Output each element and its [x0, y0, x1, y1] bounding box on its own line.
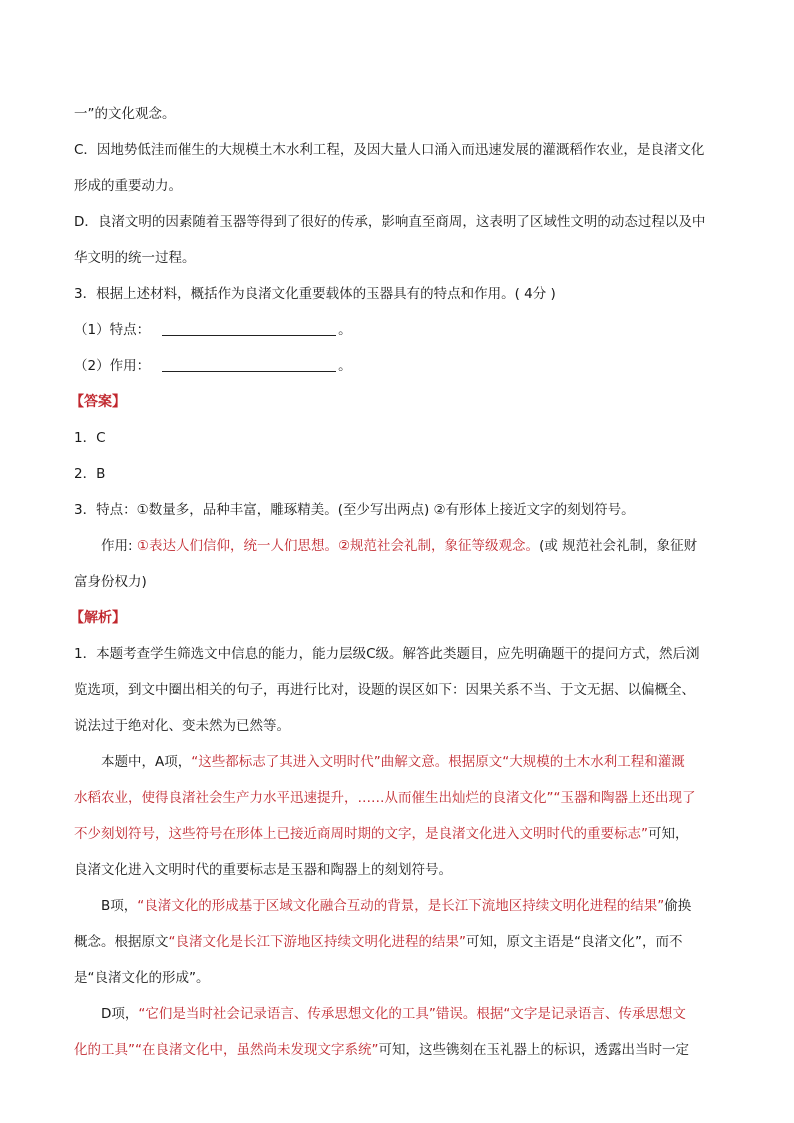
answer-blank-2[interactable]: [162, 357, 336, 372]
question-3-item-1: [74, 312, 734, 348]
analysis-d-line-2: [74, 1032, 734, 1068]
b-label: B项，: [101, 898, 138, 914]
end-mark-2: 。: [338, 358, 352, 374]
answer-heading: 【答案】: [70, 394, 126, 410]
analysis-a-line-2: 水稻农业，使得良渚社会生产力水平迅速提升，……从而催生出灿烂的良渚文化”“玉器和陶器上还出现了: [74, 790, 696, 806]
option-c-line-1: C．因地势低洼而催生的大规模土木水利工程，及因大量人口涌入而迅速发展的灌溉稻作农业，是良渚文化: [74, 142, 705, 158]
answer-blank-1[interactable]: [162, 321, 336, 336]
b-black-text-2: 概念。根据原文: [74, 934, 169, 950]
a-black-text: 可知，: [648, 826, 689, 842]
d-red-text-2: 化的工具”“在良渚文化中，虽然尚未发现文字系统”: [74, 1042, 379, 1058]
question-3-stem: 3．根据上述材料，概括作为良渚文化重要载体的玉器具有的特点和作用。( 4分 ): [74, 286, 556, 302]
answer-3-line-2: [74, 528, 734, 564]
option-d-line-1: D．良渚文明的因素随着玉器等得到了很好的传承，影响直至商周，这表明了区域性文明的动态过程以及中: [74, 214, 706, 230]
d-red-text: “它们是当时社会记录语言、传承思想文化的工具”错误。根据“文字是记录语言、传承思想文: [138, 1006, 686, 1022]
analysis-p1-line-3: 说法过于绝对化、变未然为已然等。: [74, 718, 290, 734]
b-black-text: 偷换: [664, 898, 692, 914]
analysis-d-line-1: [74, 996, 734, 1032]
role-label: 作用:: [101, 538, 137, 554]
answer-2: 2．B: [74, 466, 106, 482]
option-d-line-2: 华文明的统一过程。: [74, 250, 196, 266]
b-red-text: “良渚文化的形成基于区域文化融合互动的背景，是长江下流地区持续文明化进程的结果”: [137, 898, 665, 914]
d-black-text: 可知，这些镌刻在玉礼器上的标识，透露出当时一定: [378, 1042, 689, 1058]
analysis-a-line-4: 良渚文化进入文明时代的重要标志是玉器和陶器上的刻划符号。: [74, 862, 452, 878]
d-label: D项，: [101, 1006, 139, 1022]
analysis-p1-line-1: 1．本题考查学生筛选文中信息的能力，能力层级C级。解答此类题目，应先明确题干的提问方式，然后浏: [74, 646, 700, 662]
item-1-label: （1）特点：: [74, 322, 151, 338]
b-black-text-3: 可知，原文主语是“良渚文化”，而不: [466, 934, 683, 950]
role-red-text: ①表达人们信仰，统一人们思想。②规范社会礼制，象征等级观念。: [136, 538, 540, 554]
role-black-text: (或 规范社会礼制，象征财: [539, 538, 698, 554]
analysis-a-line-3: [74, 816, 734, 852]
analysis-a-line-1: [74, 744, 734, 780]
a-label: 本题中，A项，: [101, 754, 192, 770]
document-page: [70, 96, 734, 1068]
option-c-line-2: 形成的重要动力。: [74, 178, 182, 194]
analysis-b-line-2: [74, 924, 734, 960]
end-mark-1: 。: [338, 322, 352, 338]
answer-3-line-3: 富身份权力): [74, 574, 147, 590]
item-2-label: （2）作用：: [74, 358, 151, 374]
analysis-p1-line-2: 览选项，到文中圈出相关的句子，再进行比对，设题的误区如下：因果关系不当、于文无据、以偏概全、: [74, 682, 695, 698]
analysis-heading: 【解析】: [70, 610, 126, 626]
a-red-text-2: 不少刻划符号，这些符号在形体上已接近商周时期的文字，是良渚文化进入文明时代的重要标志”: [74, 826, 648, 842]
answer-3-line-1: 3．特点：①数量多，品种丰富，雕琢精美。(至少写出两点) ②有形体上接近文字的刻划符号。: [74, 502, 635, 518]
analysis-b-line-1: [74, 888, 734, 924]
b-red-text-2: “良渚文化是长江下游地区持续文明化进程的结果”: [168, 934, 466, 950]
q2-tail-line: 一”的文化观念。: [74, 106, 176, 122]
analysis-b-line-3: 是“良渚文化的形成”。: [74, 970, 210, 986]
question-3-item-2: [74, 348, 734, 384]
a-red-text: “这些都标志了其进入文明时代”曲解文意。根据原文“大规模的土木水利工程和灌溉: [191, 754, 685, 770]
answer-1: 1．C: [74, 430, 106, 446]
